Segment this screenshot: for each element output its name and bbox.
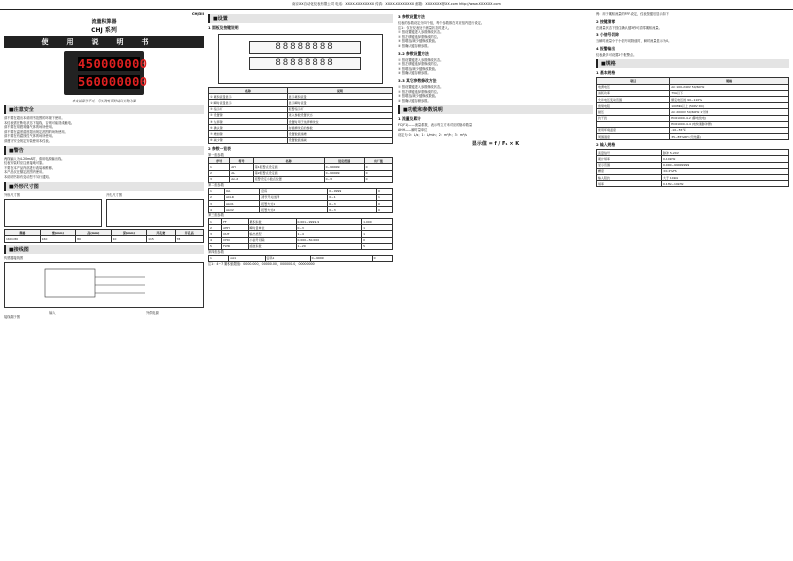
dims-drawings xyxy=(4,193,204,230)
input-cell: 脉冲 5-24V xyxy=(661,150,788,156)
param-cell: 1 xyxy=(209,164,230,170)
spec-cell: 电源电压 xyxy=(597,84,670,90)
table2-label: 第二组参数 xyxy=(208,183,224,188)
param-cell: 3 xyxy=(209,201,225,207)
key-cell: 显示累积流量 xyxy=(287,94,392,100)
safety-item: 请不要在有腐蚀性气体的场所使用。 xyxy=(4,134,55,139)
panel-digits-bottom: 88888888 xyxy=(249,57,361,70)
meter-illustration xyxy=(64,51,148,95)
param-cell: 3 xyxy=(209,231,222,237)
params-note: 注1：4~7 累积值限值：0000.000，00000.00，000000.0，00000000 xyxy=(208,261,315,266)
function-line: FC(F1)——流量系数，表示每立方米对应的脉冲数量 xyxy=(398,123,473,128)
dims-header: 规格 xyxy=(5,230,41,236)
key-cell: 存储修改后的参数 xyxy=(287,125,392,131)
panel-digits-top: 88888888 xyxy=(249,41,361,54)
param-cell: 1.000 xyxy=(362,218,393,224)
param-cell: 0~99999 xyxy=(324,164,364,170)
param-cell: 小信号切除 xyxy=(248,237,296,243)
spec-cell: 抗干扰 xyxy=(597,115,670,121)
dims-header: 开孔高 xyxy=(175,230,203,236)
spec-cell: 额定电压的 90~110% xyxy=(670,96,789,102)
key-row xyxy=(209,137,393,143)
param-table-2 xyxy=(208,188,393,214)
param-cell: ACLR xyxy=(224,194,259,200)
param-table-3 xyxy=(208,218,393,250)
method-intro: 仪表的参数设定分四个组，每个参数都在对应组内进行设定。 xyxy=(398,21,485,25)
param-cell: 2 xyxy=(209,225,222,231)
spec-table xyxy=(596,77,789,140)
param-cell: 5 xyxy=(362,243,393,249)
param-row xyxy=(209,255,393,261)
spec-cell: EC61000-4-4 (电快速脉冲群) xyxy=(670,121,789,127)
col4-line: 仪表最多可设置2个报警点。 xyxy=(596,52,637,57)
dims-cell: 115 xyxy=(147,236,175,242)
method-line: ④ 按确认键存储参数。 xyxy=(398,71,431,76)
warning-title: ■警告 xyxy=(4,146,204,155)
param-cell: 报警设定小数点位置 xyxy=(253,176,324,182)
spec-cell: 35~85%RH (无结露) xyxy=(670,134,789,140)
power-label: 外供电源 xyxy=(146,311,159,316)
param-cell: 0~3 xyxy=(296,225,362,231)
input-cell: 输入阻抗 xyxy=(597,175,662,181)
spec-cell: 100MΩ以上 (500V DC) xyxy=(670,103,789,109)
spec-cell: 耐压 xyxy=(597,109,670,115)
function-sub: 1 流量及累计 xyxy=(398,116,421,122)
param-cell: 3 xyxy=(209,176,230,182)
input-cell: 大于 10kΩ xyxy=(661,175,788,181)
param-cell: 0 xyxy=(377,207,393,213)
table1-label: 第一组参数 xyxy=(208,152,224,157)
param-cell: 1 xyxy=(209,218,222,224)
method-line: ④ 按确认键存储参数。 xyxy=(398,43,431,48)
input-label: 输入 xyxy=(49,311,56,316)
table4-label: 第四组参数 xyxy=(208,249,224,254)
table3-label: 第三组参数 xyxy=(208,213,224,218)
dims-cell: 10 xyxy=(111,236,146,242)
param-header: 名称 xyxy=(253,158,324,164)
warning-item: 仪表安装时应注意接地可靠。 xyxy=(4,161,46,166)
param-header: 设定范围 xyxy=(324,158,364,164)
spec-sub1: 1 基本规格 xyxy=(596,70,616,76)
param-cell: 密码 xyxy=(260,188,328,194)
outer-box-diagram xyxy=(4,199,102,227)
column-2 xyxy=(208,12,393,557)
param-cell: 1 xyxy=(362,225,393,231)
input-cell: ±0.2%FS xyxy=(661,168,788,174)
input-cell: 累计频率 xyxy=(597,156,662,162)
sensor-wiring-diagram xyxy=(4,262,204,308)
dims-cell: 80 xyxy=(76,236,111,242)
param-cell: 1~4 xyxy=(296,231,362,237)
key-cell: ⑦ 增加键 xyxy=(209,131,288,137)
param-cell: 2 xyxy=(209,170,230,176)
key-cell: ① 累积流量显示 xyxy=(209,94,288,100)
dims-header: 开孔宽 xyxy=(147,230,175,236)
param-cell: 瞬时量单位 xyxy=(248,225,296,231)
cover-caption: 本文请部分不可，与实物有误时请以实物为准 xyxy=(72,99,136,103)
key-cell: 显示瞬时流量 xyxy=(287,100,392,106)
method-line: ③ 按增加/减少键修改数值。 xyxy=(398,94,439,99)
product-title: 流量积算器 xyxy=(91,19,117,25)
key-cell: ⑧ 减少键 xyxy=(209,137,288,143)
param-cell: 0.001~9999.9 xyxy=(296,218,362,224)
input-row xyxy=(597,181,789,187)
safety-item: 请不要在温度湿度超出规定范围的场所使用。 xyxy=(4,129,68,134)
warning-item: 不要在本产品内部进行改装和维修。 xyxy=(4,165,55,170)
param-cell: 0 xyxy=(372,255,392,261)
method-line: ② 按左移键选择需修改的位。 xyxy=(398,34,441,39)
param-header: 符号 xyxy=(230,158,253,164)
param-cell: 0~9999 xyxy=(310,255,372,261)
param-cell: 0 xyxy=(364,170,392,176)
key-table xyxy=(208,87,393,144)
param-cell: 清零开关选择 xyxy=(260,194,328,200)
param-cell: OUT xyxy=(222,231,248,237)
method-sub2: 3.2 参数设置方法 xyxy=(398,50,429,56)
param-cell: 0~3 xyxy=(328,201,377,207)
param-cell: 0~1 xyxy=(328,194,377,200)
panel-subtitle: 1 面板及按键说明 xyxy=(208,25,239,30)
dims-header: 深(mm) xyxy=(111,230,146,236)
dims-table xyxy=(4,229,204,242)
wiring-svg xyxy=(5,263,201,307)
cut-label: 开孔尺寸图 xyxy=(106,192,122,197)
safety-title: ■注意安全 xyxy=(4,105,204,114)
input-cell: 0.000~99999999 xyxy=(661,162,788,168)
wiring-title: ■接线图 xyxy=(4,245,204,254)
param-cell: 1 xyxy=(362,231,393,237)
input-cell: 显示范围 xyxy=(597,162,662,168)
param-cell: 0.000~50.000 xyxy=(296,237,362,243)
method-sub3: 3.3 其它参数修改方法 xyxy=(398,77,437,83)
col4-line: 例：用于累积流量的FFF.设定，仪表按键后显示如下 xyxy=(596,12,669,16)
key-header: 名称 xyxy=(209,88,288,94)
param-row xyxy=(209,243,393,249)
function-title: ■功能和参数说明 xyxy=(398,105,593,114)
param-cell: 0 xyxy=(377,188,393,194)
param-cell: oA1 xyxy=(229,255,265,261)
method-line: ① 按设置键进入参数修改状态。 xyxy=(398,84,444,89)
param-cell: ALO1 xyxy=(224,201,259,207)
display-bottom: 560000000 xyxy=(78,75,148,89)
column-3 xyxy=(398,12,593,557)
param-cell: FLTR xyxy=(222,243,248,249)
param-cell: ALO2 xyxy=(224,207,259,213)
param-cell: An-d xyxy=(230,176,253,182)
spec-cell: AC 2000V 50/60Hz 1分钟 xyxy=(670,109,789,115)
key-cell: 设置数值递减 xyxy=(287,137,392,143)
setup-title: ■设置 xyxy=(208,14,393,23)
method-line: ③ 按增加/减少键修改数值。 xyxy=(398,66,439,71)
dims-cell: 160×80 xyxy=(5,236,41,242)
spec-header: 项目 xyxy=(597,78,670,84)
method-line: 注1：仅在仪表处于测量状态时进入。 xyxy=(398,25,452,30)
cut-box-diagram xyxy=(106,199,204,227)
cutoff-title: 3 小信号切除 xyxy=(596,32,619,38)
manual-banner: 使用说明书 xyxy=(4,36,204,48)
param-cell: 滤波系数 xyxy=(248,243,296,249)
dims-header: 高(mm) xyxy=(76,230,111,236)
dims-title: ■外形尺寸图 xyxy=(4,182,204,191)
param-cell: AHH xyxy=(222,225,248,231)
param-cell: AH xyxy=(230,164,253,170)
param-cell: 密码1 xyxy=(265,255,310,261)
front-panel-diagram xyxy=(218,34,383,84)
param-cell: 0~99999 xyxy=(324,170,364,176)
product-series: CHJ 系列 xyxy=(91,27,117,34)
function-line: AHH——瞬时量单位 xyxy=(398,127,428,132)
safety-item: 本仪表需在断电状态下接线，否则可能造成触电。 xyxy=(4,120,75,125)
spec-cell: EC61000-4-2 (静电放电) xyxy=(670,115,789,121)
spec-cell: 周围湿度 xyxy=(597,134,670,140)
param-cell: 1 xyxy=(209,188,225,194)
param-cell: CHO xyxy=(222,237,248,243)
spec-title: ■规格 xyxy=(596,59,789,68)
param-cell: 2 xyxy=(209,194,225,200)
method-line: ② 按左移键选择需修改的位。 xyxy=(398,62,441,67)
param-header: 序号 xyxy=(209,158,230,164)
param-cell: 1 xyxy=(377,194,393,200)
param-cell: 第2报警点设定值 xyxy=(253,170,324,176)
flow-formula: 显示值 = f / F₁ × K xyxy=(471,141,520,148)
param-cell: 5 xyxy=(209,243,222,249)
param-cell: 1 xyxy=(209,255,229,261)
method-title: 3 参数设置方法 xyxy=(398,14,425,19)
param-cell: 4 xyxy=(209,237,222,243)
clear-title: 2 按键清零 xyxy=(596,18,616,24)
key-cell: ③ 指示灯 xyxy=(209,106,288,112)
dims-cell: 78 xyxy=(175,236,203,242)
method-line: ③ 按增加/减少键修改数值。 xyxy=(398,39,439,44)
input-cell: 0-10kHz xyxy=(661,156,788,162)
dims-cell: 160 xyxy=(40,236,75,242)
safety-item: 请不要在易燃易爆气体的场所使用。 xyxy=(4,125,55,130)
param-cell: AL xyxy=(230,170,253,176)
key-header: 说明 xyxy=(287,88,392,94)
input-cell: 流量信号 xyxy=(597,150,662,156)
param-header: 出厂值 xyxy=(364,158,392,164)
param-cell: 0~3 xyxy=(328,207,377,213)
param-table-1 xyxy=(208,157,393,183)
spec-cell: 允许电压变动范围 xyxy=(597,96,670,102)
cut-drawing xyxy=(106,193,204,230)
col4-line: 当瞬时流量小于小信号切除值时，瞬时流量显示为0。 xyxy=(596,39,672,44)
param-cell: 1~20 xyxy=(296,243,362,249)
param-cell: 0 xyxy=(377,201,393,207)
key-cell: 进入参数设置状态 xyxy=(287,112,392,118)
params-subtitle: 2 参数一览表 xyxy=(208,145,231,151)
input-table xyxy=(596,149,789,187)
model-code: CHJ3II xyxy=(191,12,204,16)
param-cell: 报警方式2 xyxy=(260,207,328,213)
input-cell: 精度 xyxy=(597,168,662,174)
spec-cell: 7VA以下 xyxy=(670,90,789,96)
key-cell: ⑥ 确认键 xyxy=(209,125,288,131)
param-cell: 累积系数 xyxy=(248,218,296,224)
key-cell: ⑤ 左移键 xyxy=(209,118,288,124)
spec-cell: 使用环境温度 xyxy=(597,127,670,133)
warning-item: 本产品仅在额定范围内使用。 xyxy=(4,170,46,175)
spec-cell: -10~55℃ xyxy=(670,127,789,133)
input-cell: 0.1Hz~10kHz xyxy=(661,181,788,187)
column-4 xyxy=(596,12,789,557)
method-line: ② 按左移键选择需修改的位。 xyxy=(398,89,441,94)
dims-row xyxy=(5,236,204,242)
key-cell: 报警指示灯 xyxy=(287,106,392,112)
outer-drawing xyxy=(4,193,102,230)
method-line: ① 按设置键进入参数修改状态。 xyxy=(398,30,444,35)
col4-line: 在测量状态下按住确认键3秒可清零累积流量。 xyxy=(596,25,662,30)
param-cell: 0~9999 xyxy=(328,188,377,194)
param-row xyxy=(209,207,393,213)
display-top: 450000000 xyxy=(78,57,148,71)
spec-header: 规格 xyxy=(670,78,789,84)
method-line: ① 按设置键进入参数修改状态。 xyxy=(398,57,444,62)
param-cell: 第1报警点设定值 xyxy=(253,164,324,170)
param-cell: 0 xyxy=(362,237,393,243)
param-cell: FF xyxy=(222,218,248,224)
warning-item: 两线输入为4-20mA时，请用电源输出线。 xyxy=(4,156,65,161)
alarm-title: 4 报警输出 xyxy=(596,45,616,51)
key-cell: ④ 设置键 xyxy=(209,112,288,118)
safety-item: 请遵守安全规定安装使用本仪表。 xyxy=(4,138,52,143)
safety-item: 请不要在超出本说明书范围的环境下使用。 xyxy=(4,116,65,120)
param-cell: OA xyxy=(224,188,259,194)
param-cell: 报警方式1 xyxy=(260,201,328,207)
spec-sub2: 2 输入规格 xyxy=(596,142,616,148)
dims-header: 宽(mm) xyxy=(40,230,75,236)
param-cell: 0 xyxy=(364,176,392,182)
param-cell: 0~3 xyxy=(324,176,364,182)
sensor-label: 传感器接线图 xyxy=(4,255,24,260)
spec-cell: 消耗功率 xyxy=(597,90,670,96)
param-row xyxy=(209,176,393,182)
sensor-box xyxy=(45,269,95,297)
param-cell: 4 xyxy=(209,207,225,213)
spec-cell: 绝缘电阻 xyxy=(597,103,670,109)
outer-label: 外形尺寸图 xyxy=(4,192,20,197)
method-line: ④ 按确认键存储参数。 xyxy=(398,98,431,103)
terminal-label: 接线端子图 xyxy=(4,315,20,320)
warning-item: 本说明书如有变动恕不另行通知。 xyxy=(4,174,52,179)
param-cell: 输出类型 xyxy=(248,231,296,237)
param-table-4 xyxy=(208,255,393,262)
spec-row xyxy=(597,134,789,140)
key-cell: 设置时用于选择修改位 xyxy=(287,118,392,124)
param-cell: 0 xyxy=(364,164,392,170)
key-cell: 设置数值递增 xyxy=(287,131,392,137)
page-header: 南京XX自动化仪表有限公司 电话：XXXX-XXXXXXXX 传真：XXXX-XXXXXXXX 邮箱：XXXXXXX@XX.com http://www.XXXXXX.com xyxy=(0,0,793,10)
function-line: 设定为 0：L/s；1：L/min；2：m³/h；3：m³/s xyxy=(398,132,467,137)
key-cell: ② 瞬时流量显示 xyxy=(209,100,288,106)
input-cell: 频率 xyxy=(597,181,662,187)
spec-cell: AC 100-240V 50/60Hz xyxy=(670,84,789,90)
column-1 xyxy=(4,12,204,557)
